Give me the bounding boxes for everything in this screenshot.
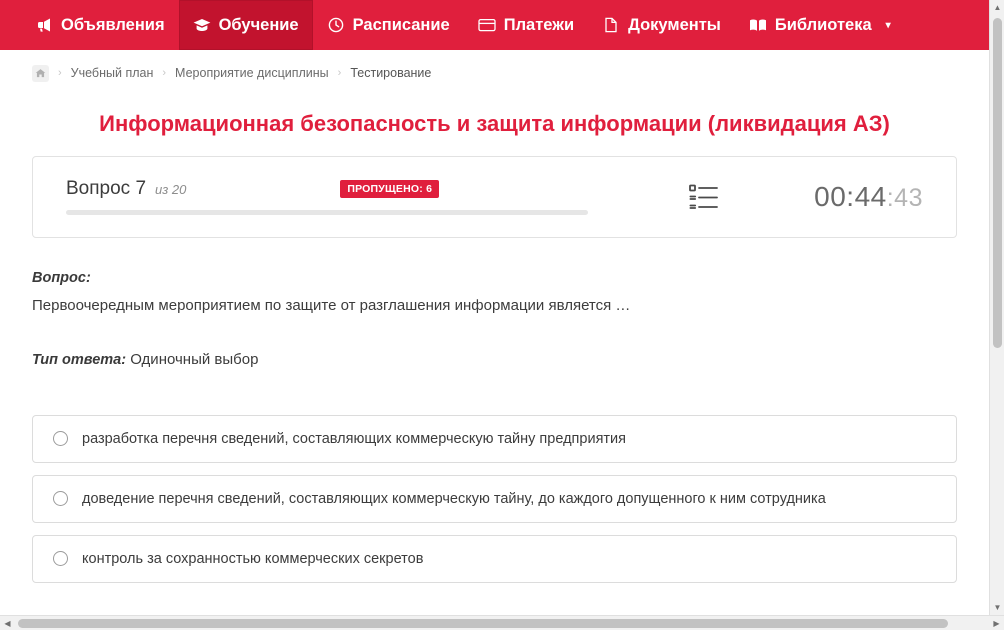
- graduation-cap-icon: [193, 16, 211, 34]
- nav-item-schedule-label: Расписание: [352, 15, 450, 34]
- answer-option-2-label: доведение перечня сведений, составляющих коммерческую тайну, до каждого допущенного к ним сотрудника: [82, 490, 826, 507]
- horizontal-scrollbar[interactable]: [0, 615, 1004, 630]
- nav-item-documents-label: Документы: [628, 15, 721, 34]
- radio-button-icon[interactable]: [53, 431, 68, 446]
- scroll-right-arrow-icon[interactable]: ▶: [993, 619, 1000, 628]
- answer-option-1[interactable]: [32, 415, 957, 463]
- credit-card-icon: [478, 16, 496, 34]
- megaphone-icon: [35, 16, 53, 34]
- clock-icon: [327, 16, 345, 34]
- status-badge-skipped: ПРОПУЩЕНО: 6: [340, 180, 439, 198]
- question-number: Вопрос 7: [66, 178, 147, 199]
- book-icon: [749, 16, 767, 34]
- quiz-progress-bar: [66, 210, 588, 215]
- nav-item-announcements-label: Объявления: [61, 15, 165, 34]
- answer-type-value: Одиночный выбор: [130, 350, 259, 368]
- nav-item-documents[interactable]: [588, 0, 735, 50]
- nav-item-announcements[interactable]: [21, 0, 179, 50]
- main-navigation: [0, 0, 989, 50]
- question-total: из 20: [155, 181, 187, 197]
- scroll-up-arrow-icon[interactable]: ▲: [993, 3, 1002, 12]
- vertical-scrollbar-thumb[interactable]: [993, 18, 1002, 348]
- radio-button-icon[interactable]: [53, 551, 68, 566]
- question-section: [32, 270, 957, 316]
- quiz-progress-section: [33, 178, 593, 215]
- quiz-timer: [814, 181, 956, 213]
- nav-item-library-label: Библиотека: [774, 15, 872, 34]
- nav-item-learning-label: Обучение: [218, 15, 299, 34]
- quiz-question-counter: [66, 178, 593, 200]
- breadcrumb-item-curriculum[interactable]: Учебный план: [70, 66, 154, 80]
- document-icon: [602, 16, 620, 34]
- breadcrumb: [0, 50, 989, 96]
- answer-option-3[interactable]: [32, 535, 957, 583]
- question-prompt-label: Вопрос:: [32, 269, 91, 286]
- breadcrumb-item-testing: Тестирование: [350, 66, 432, 80]
- scroll-down-arrow-icon[interactable]: ▼: [993, 603, 1002, 612]
- question-text: Первоочередным мероприятием по защите от разглашения информации является …: [32, 296, 631, 314]
- answer-option-1-label: разработка перечня сведений, составляющих коммерческую тайну предприятия: [82, 430, 627, 447]
- question-list-icon[interactable]: [687, 182, 721, 212]
- answer-options-list: [32, 415, 957, 583]
- breadcrumb-separator-3: ›: [337, 67, 342, 79]
- answer-type-label: Тип ответа:: [32, 351, 127, 368]
- nav-item-payments[interactable]: [464, 0, 588, 50]
- quiz-navigator-section: [593, 182, 814, 212]
- page-title: Информационная безопасность и защита информации (ликвидация АЗ): [99, 111, 890, 136]
- answer-option-2[interactable]: [32, 475, 957, 523]
- nav-item-schedule[interactable]: [313, 0, 464, 50]
- breadcrumb-item-discipline-event[interactable]: Мероприятие дисциплины: [175, 66, 329, 80]
- vertical-scrollbar[interactable]: [989, 0, 1004, 615]
- timer-seconds: :43: [886, 183, 923, 212]
- horizontal-scrollbar-thumb[interactable]: [18, 619, 948, 628]
- timer-minutes: 00:44: [814, 180, 887, 212]
- nav-item-payments-label: Платежи: [503, 15, 575, 34]
- nav-item-learning[interactable]: [179, 0, 313, 50]
- breadcrumb-separator-1: ›: [58, 67, 62, 79]
- nav-item-library[interactable]: [735, 0, 905, 50]
- chevron-down-icon: ▾: [885, 19, 891, 31]
- home-icon[interactable]: [32, 65, 49, 82]
- quiz-header-card: [32, 156, 957, 238]
- breadcrumb-separator-2: ›: [162, 67, 167, 79]
- question-body: [0, 270, 989, 583]
- answer-type-section: [32, 351, 957, 368]
- scroll-left-arrow-icon[interactable]: ◀: [4, 619, 11, 628]
- answer-option-3-label: контроль за сохранностью коммерческих секретов: [82, 550, 424, 567]
- radio-button-icon[interactable]: [53, 491, 68, 506]
